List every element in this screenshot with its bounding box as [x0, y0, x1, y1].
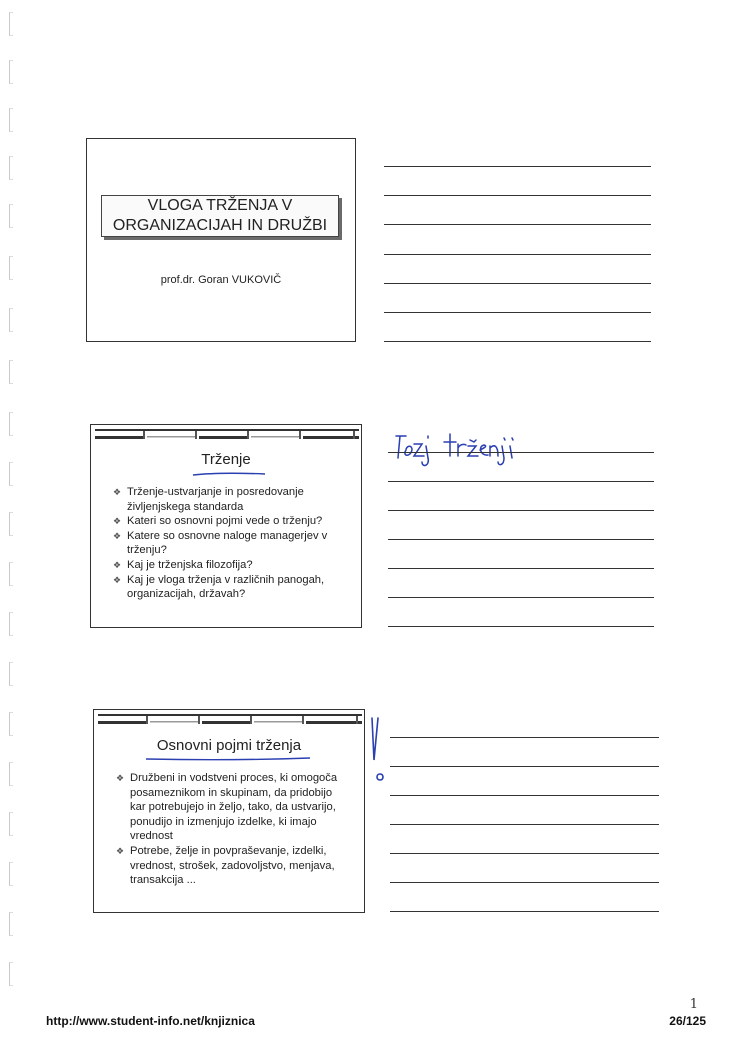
slide-2-header-decoration: [95, 428, 359, 440]
list-item: ❖ Katere so osnovne naloge managerjev v trženju?: [113, 529, 328, 557]
footer-page-count: 26/125: [669, 1014, 706, 1028]
list-item: ❖ Trženje-ustvarjanje in posredovanje življenjskega standarda: [113, 486, 304, 513]
bullet-icon: ❖: [116, 845, 125, 856]
bullet-icon: ❖: [113, 487, 122, 497]
slide-2-bullet-list: [113, 485, 353, 602]
slide-1-title-box: [101, 195, 339, 237]
bullet-icon: ❖: [116, 773, 125, 783]
slide-2-title-wrap: [91, 451, 361, 469]
handwritten-mark-slide-3: [366, 714, 388, 782]
slide-3-header-decoration: [98, 713, 362, 725]
list-item: ❖ Kaj je trženjska filozofija?: [113, 558, 253, 571]
slide-3-title-wrap: [94, 737, 364, 755]
slide-1-title: VLOGA TRŽENJA V ORGANIZACIJAH IN DRUŽBI: [112, 197, 328, 234]
bullet-icon: ❖: [113, 559, 122, 570]
slide-1: [86, 138, 356, 342]
slide-3: [93, 709, 365, 913]
page-number: 1: [689, 997, 698, 1012]
footer-url: http://www.student-info.net/knjiznica: [46, 1014, 255, 1028]
slide-3-bullet-list: [116, 771, 344, 888]
bullet-icon: ❖: [113, 574, 122, 585]
list-item: ❖ Kateri so osnovni pojmi vede o trženju?: [113, 515, 323, 528]
list-item: ❖ Kaj je vloga trženja v različnih panogah, organizacijah, državah?: [113, 573, 325, 601]
list-item: ❖ Družbeni in vodstveni proces, ki omogoča posameznikom in skupinam, da pridobijo kar potrebujejo in željo, tako, da ustvarijo, ponudijo in izmenjujo izdelke, ki imajo vrednost: [116, 772, 338, 843]
slide-2: [90, 424, 362, 628]
slide-1-author: prof.dr. Goran VUKOVIČ: [160, 274, 282, 286]
slide-3-title-underline: [144, 755, 312, 763]
slide-2-title-underline: [191, 470, 267, 478]
handwritten-note-slide-2: [392, 428, 528, 468]
slide-2-title: Trženje: [201, 451, 251, 468]
list-item: ❖ Potrebe, želje in povpraševanje, izdelki, vrednost, strošek, zadovoljstvo, menjava, transakcija ...: [116, 844, 335, 887]
bullet-icon: ❖: [113, 516, 122, 527]
bullet-icon: ❖: [113, 530, 122, 541]
slide-3-title: Osnovni pojmi trženja: [156, 737, 302, 754]
